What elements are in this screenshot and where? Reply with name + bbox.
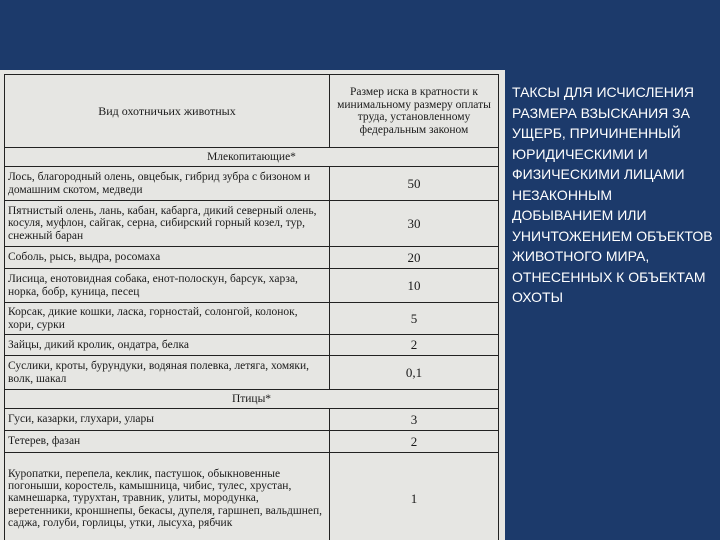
animal-list-cell: Соболь, рысь, выдра, росомаха [5,247,330,269]
animal-list-cell: Тетерев, фазан [5,431,330,453]
table-row [5,201,499,247]
claim-value-cell: 50 [330,167,499,201]
animal-list-cell: Суслики, кроты, бурундуки, водяная полевка, летяга, хомяки, волк, шакал [5,356,330,390]
animal-list-cell: Лисица, енотовидная собака, енот-полоскун, барсук, харза, норка, бобр, куница, песец [5,269,330,303]
header-claim-size: Размер иска в кратности к минимальному размеру оплаты труда, установленному федеральным законом [330,75,499,148]
section-row-mammals [5,148,499,167]
animal-list-cell: Лось, благородный олень, овцебык, гибрид зубра с бизоном и домашним скотом, медведи [5,167,330,201]
claim-value-cell: 2 [330,335,499,356]
slide-caption: ТАКСЫ ДЛЯ ИСЧИСЛЕНИЯ РАЗМЕРА ВЗЫСКАНИЯ ЗА УЩЕРБ, ПРИЧИНЕННЫЙ ЮРИДИЧЕСКИМИ И ФИЗИЧЕСКИМИ ЛИЦАМИ НЕЗАКОННЫМ ДОБЫВАНИЕМ ИЛИ УНИЧТОЖЕНИЕМ ОБЪЕКТОВ ЖИВОТНОГО МИРА, ОТНЕСЕННЫХ К ОБЪЕКТАМ ОХОТЫ [512,84,713,305]
table-row [5,269,499,303]
claim-value-cell: 3 [330,409,499,431]
table-row [5,431,499,453]
table-row [5,167,499,201]
animal-list-cell: Пятнистый олень, лань, кабан, кабарга, дикий северный олень, косуля, муфлон, сайгак, серна, сибирский горный козел, тур, снежный баран [5,201,330,247]
section-title-mammals: Млекопитающие* [5,148,499,167]
claim-value-cell: 30 [330,201,499,247]
animal-list-cell: Куропатки, перепела, кеклик, пастушок, обыкновенные погоныши, коростель, камышница, чибис, тулес, хрустан, камнешарка, турухтан, травник, улиты, мородунка, веретенники, кроншнепы, бекасы, дупеля, гаршнеп, вальдшнеп, саджа, голуби, горлицы, утки, лысуха, рябчик [5,453,330,540]
table-row [5,356,499,390]
table-row [5,409,499,431]
claim-value-cell: 2 [330,431,499,453]
animal-list-cell: Корсак, дикие кошки, ласка, горностай, солонгой, колонок, хори, сурки [5,303,330,335]
claim-value-cell: 10 [330,269,499,303]
section-row-birds [5,390,499,409]
table-row [5,247,499,269]
header-animal-type: Вид охотничьих животных [5,75,330,148]
table-row [5,303,499,335]
claim-value-cell: 20 [330,247,499,269]
animal-list-cell: Зайцы, дикий кролик, ондатра, белка [5,335,330,356]
claim-value-cell: 0,1 [330,356,499,390]
claim-value-cell: 1 [330,453,499,540]
animal-list-cell: Гуси, казарки, глухари, улары [5,409,330,431]
section-title-birds: Птицы* [5,390,499,409]
table-row [5,453,499,540]
table-row [5,335,499,356]
tariff-table [4,74,499,540]
table-header-row [5,75,499,148]
scanned-table-image [0,70,505,540]
claim-value-cell: 5 [330,303,499,335]
